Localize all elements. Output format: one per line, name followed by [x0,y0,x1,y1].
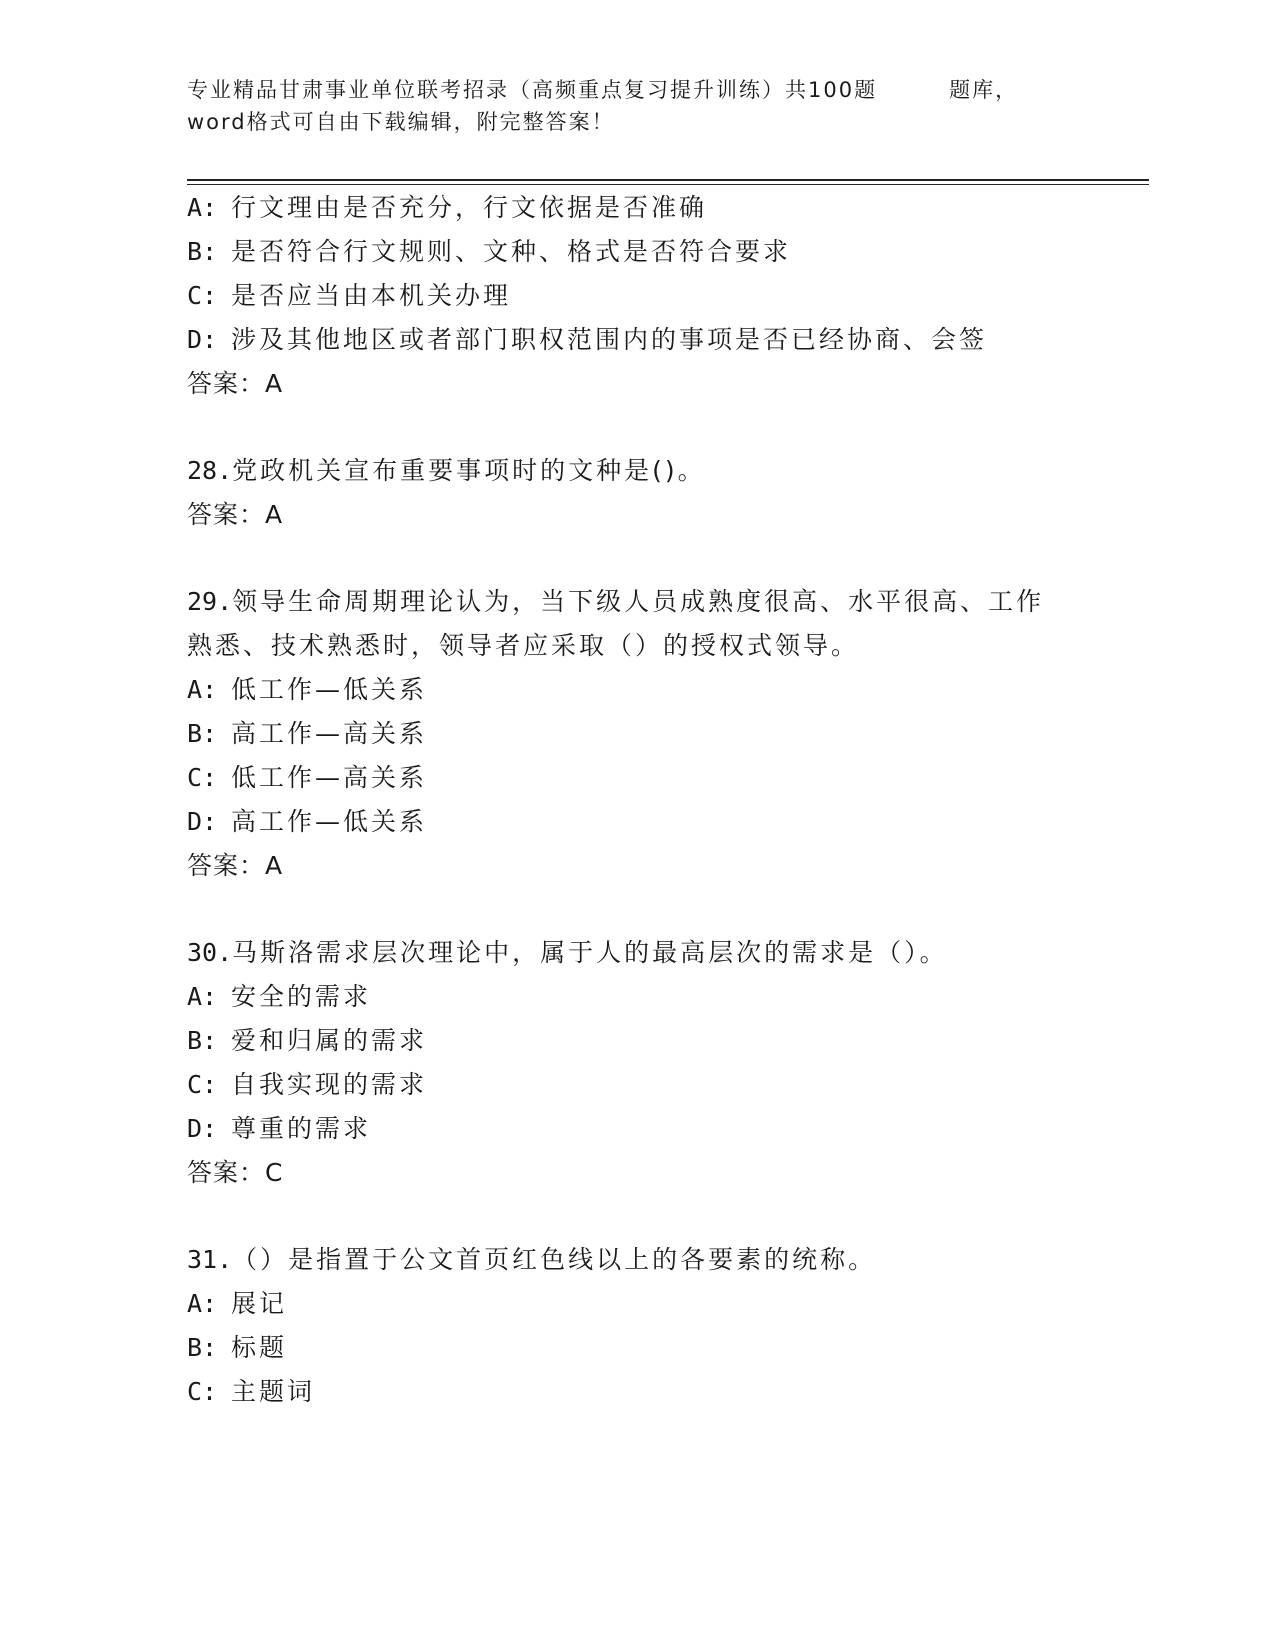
option-letter: A: [187,193,218,222]
option-b [187,1333,287,1363]
question-28 [187,456,706,486]
header-line-1 [187,74,1087,106]
option-text: 低工作—高关系 [231,763,428,792]
option-letter: A: [187,982,218,1011]
option-text: 尊重的需求 [231,1114,372,1143]
option-c [187,1070,427,1100]
option-text: 自我实现的需求 [231,1070,428,1099]
option-text: 涉及其他地区或者部门职权范围内的事项是否已经协商、会签 [231,325,988,354]
question-number: 28. [187,456,233,485]
option-c [187,763,427,793]
option-text: 是否符合行文规则、文种、格式是否符合要求 [231,237,792,266]
option-letter: C: [187,1377,218,1406]
question-text: 领导生命周期理论认为，当下级人员成熟度很高、水平很高、工作 [232,587,1045,616]
question-29-continued: 熟悉、技术熟悉时，领导者应采取（）的授权式领导。 [187,631,860,660]
option-a [187,193,707,223]
answer-line: 答案：C [187,1158,284,1187]
option-text: 高工作—低关系 [231,807,428,836]
header-title-suffix: 题库， [949,78,1019,102]
option-text: 行文理由是否充分，行文依据是否准确 [231,193,708,222]
option-a [187,1289,287,1319]
question-text: 党政机关宣布重要事项时的文种是()。 [232,456,706,485]
option-d [187,807,427,837]
option-text: 展记 [231,1289,288,1318]
question-text: 马斯洛需求层次理论中，属于人的最高层次的需求是（）。 [232,938,948,967]
option-text: 主题词 [231,1377,316,1406]
option-letter: B: [187,1026,218,1055]
option-c [187,1377,315,1407]
question-text: （）是指置于公文首页红色线以上的各要素的统称。 [232,1245,877,1274]
option-text: 标题 [231,1333,288,1362]
question-number: 30. [187,938,233,967]
option-b [187,1026,427,1056]
option-letter: C: [187,1070,218,1099]
option-a [187,982,371,1012]
option-letter: D: [187,1114,218,1143]
option-a [187,675,427,705]
header-divider-thin [187,184,1149,185]
option-text: 安全的需求 [231,982,372,1011]
answer-line: 答案：A [187,500,284,529]
question-29 [187,587,1044,617]
option-letter: C: [187,281,218,310]
option-letter: D: [187,325,218,354]
option-letter: B: [187,719,218,748]
option-text: 高工作—高关系 [231,719,428,748]
document-header [187,74,1087,138]
option-b [187,237,791,267]
option-letter: A: [187,675,218,704]
option-letter: B: [187,1333,218,1362]
question-number: 31. [187,1245,233,1274]
option-c [187,281,511,311]
option-letter: C: [187,763,218,792]
answer-line: 答案：A [187,851,284,880]
option-text: 低工作—低关系 [231,675,428,704]
answer-line: 答案：A [187,369,284,398]
option-text: 是否应当由本机关办理 [231,281,512,310]
option-letter: D: [187,807,218,836]
option-letter: B: [187,237,218,266]
option-d [187,1114,371,1144]
option-letter: A: [187,1289,218,1318]
header-title: 专业精品甘肃事业单位联考招录（高频重点复习提升训练）共100题 [187,78,878,102]
question-30 [187,938,948,968]
option-b [187,719,427,749]
question-31 [187,1245,876,1275]
option-text: 爱和归属的需求 [231,1026,428,1055]
header-divider-thick [187,179,1149,181]
question-number: 29. [187,587,233,616]
header-line-2: word格式可自由下载编辑，附完整答案！ [187,110,615,134]
option-d [187,325,987,355]
